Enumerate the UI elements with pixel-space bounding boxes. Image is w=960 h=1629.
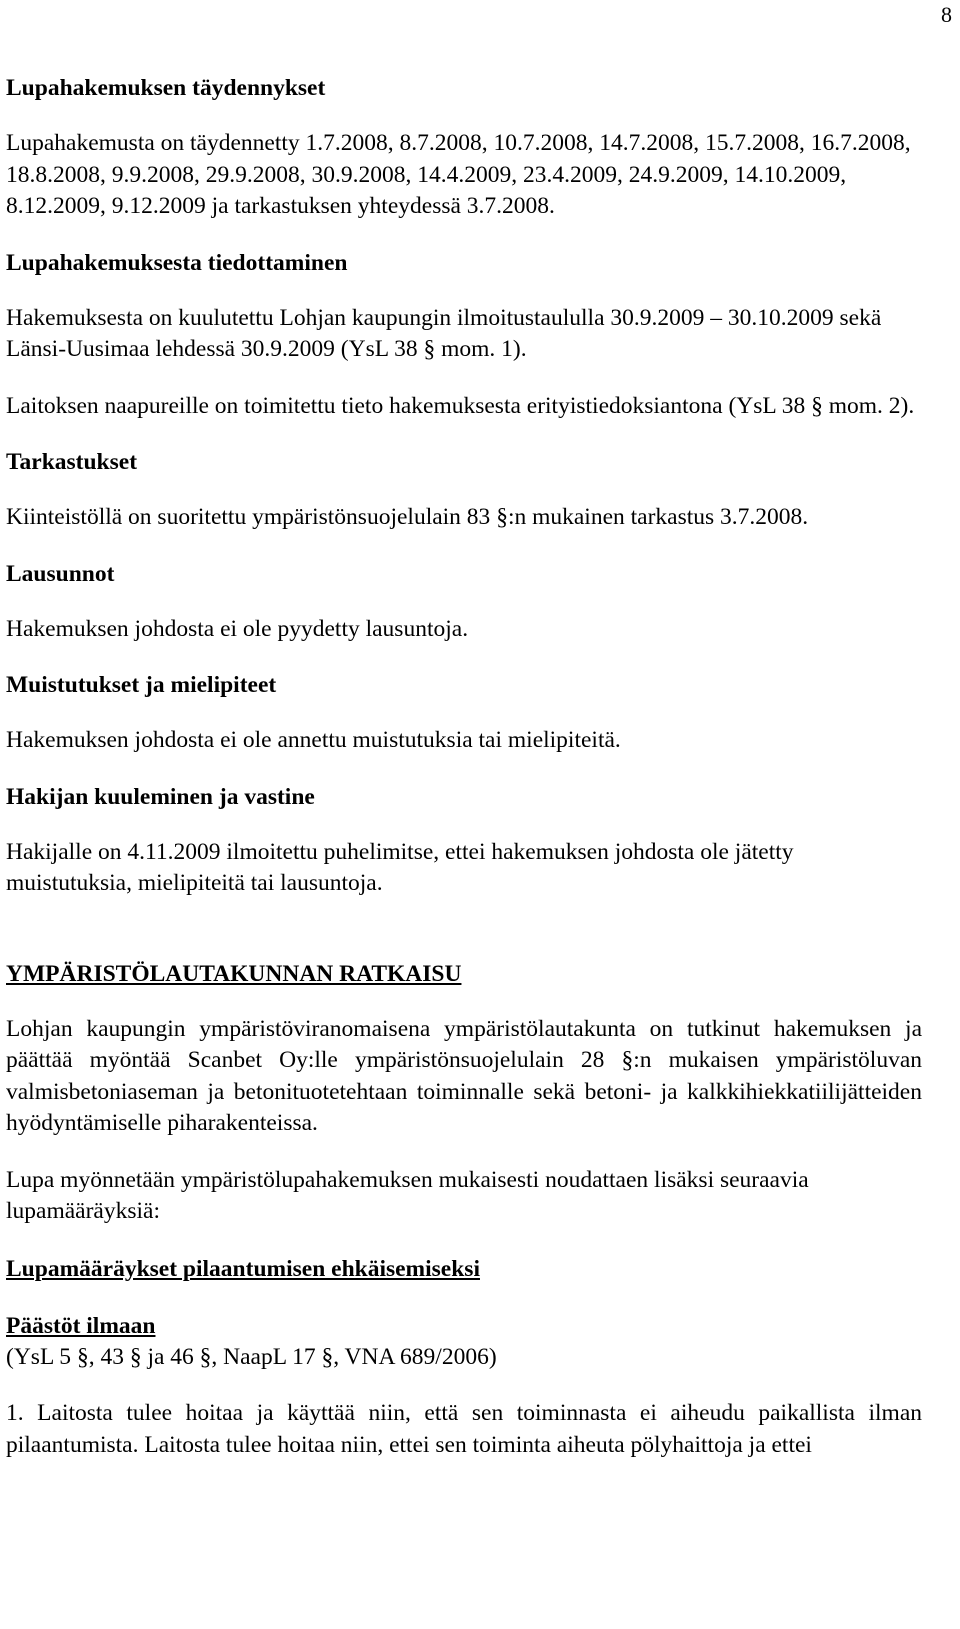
paragraph-objections: Hakemuksen johdosta ei ole annettu muistutuksia tai mielipiteitä. — [6, 727, 621, 753]
heading-decision: YMPÄRISTÖLAUTAKUNNAN RATKAISU — [6, 960, 462, 987]
section-sign: § — [199, 1342, 212, 1371]
heading-inspections: Tarkastukset — [6, 449, 138, 475]
heading-notification: Lupahakemuksesta tiedottaminen — [6, 249, 348, 276]
heading-conditions: Lupamääräykset pilaantumisen ehkäisemiseksi — [6, 1255, 480, 1282]
refs-e: , VNA 689/2006) — [333, 1343, 497, 1370]
inspections-text-b: :n mukainen tarkastus 3.7.2008. — [507, 504, 809, 530]
heading-application-supplements: Lupahakemuksen täydennykset — [6, 75, 326, 101]
decision-text-a: Lohjan kaupungin ympäristöviranomaisena ympäristölautakunta on tutkinut hakemuksen ja päättää myöntää Scanbet Oy:lle ympäristönsuojelulain 28 — [6, 1015, 922, 1073]
paragraph-hearing: Hakijalle on 4.11.2009 ilmoitettu puhelimitse, ettei hakemuksen johdosta ole jätetty muistutuksia, mielipiteitä tai lausuntoja. — [6, 838, 794, 896]
decision-text-b: :n mukaisen ympäristöluvan valmisbetoniaseman ja betonituotetehtaan toiminnalle sekä betoni- ja kalkkihiekkatiilijätteiden hyödyntämiselle piharakenteissa. — [6, 1047, 922, 1136]
section-sign: § — [423, 335, 436, 363]
section-sign: § — [621, 1046, 634, 1074]
refs-d: , NaapL 17 — [211, 1343, 316, 1370]
heading-hearing: Hakijan kuuleminen ja vastine — [6, 783, 315, 810]
document-body — [6, 72, 922, 1461]
paragraph-inspections — [6, 502, 922, 534]
announcement-text-b: mom. 1). — [441, 336, 527, 362]
condition-item-1: 1. Laitosta tulee hoitaa ja käyttää niin, että sen toiminnasta ei aiheudu paikallista ilman pilaantumista. Laitosta tulee hoitaa niin, ettei sen toiminta aiheuta pölyhaittoja ja ettei — [6, 1400, 922, 1458]
paragraph-decision — [6, 1014, 922, 1140]
paragraph-supplements: Lupahakemusta on täydennetty 1.7.2008, 8.7.2008, 10.7.2008, 14.7.2008, 15.7.2008, 16.7.2008, 18.8.2008, 9.9.2008, 29.9.2008, 30.9.2008, 14.4.2009, 23.4.2009, 24.9.2009, 14.10.2009, 8.12.2009, 9.12.2009 ja tarkastuksen yhteydessä 3.7.2008. — [6, 130, 911, 219]
section-sign: § — [496, 503, 508, 531]
section-sign: § — [129, 1342, 142, 1371]
section-sign: § — [321, 1342, 334, 1371]
heading-objections: Muistutukset ja mielipiteet — [6, 672, 277, 698]
section-sign: § — [811, 391, 823, 420]
subheading-air-emissions: Päästöt ilmaan — [6, 1312, 156, 1339]
neighbours-text-b: mom. 2). — [828, 392, 915, 419]
paragraph-neighbours — [6, 391, 922, 423]
refs-a: (YsL 5 — [6, 1343, 72, 1370]
inspections-text-a: Kiinteistöllä on suoritettu ympäristönsuojelulain 83 — [6, 504, 491, 530]
announcement-text-a: Hakemuksesta on kuulutettu Lohjan kaupungin ilmoitustaululla 30.9.2009 – 30.10.2009 sekä Länsi-Uusimaa lehdessä 30.9.2009 (YsL 38 — [6, 304, 882, 362]
paragraph-permit-conditions-intro: Lupa myönnetään ympäristölupahakemuksen mukaisesti noudattaen lisäksi seuraavia lupamääräyksiä: — [6, 1166, 809, 1224]
paragraph-statements: Hakemuksen johdosta ei ole pyydetty lausuntoja. — [6, 615, 469, 642]
paragraph-announcement — [6, 303, 922, 366]
neighbours-text-a: Laitoksen naapureille on toimitettu tieto hakemuksesta erityistiedoksiantona (YsL 38 — [6, 392, 806, 419]
refs-c: ja 46 — [147, 1343, 194, 1370]
heading-statements: Lausunnot — [6, 560, 115, 587]
page-number: 8 — [941, 2, 952, 27]
section-sign: § — [76, 1342, 89, 1371]
refs-b: , 43 — [88, 1343, 124, 1370]
paragraph-legal-references — [6, 1342, 922, 1374]
